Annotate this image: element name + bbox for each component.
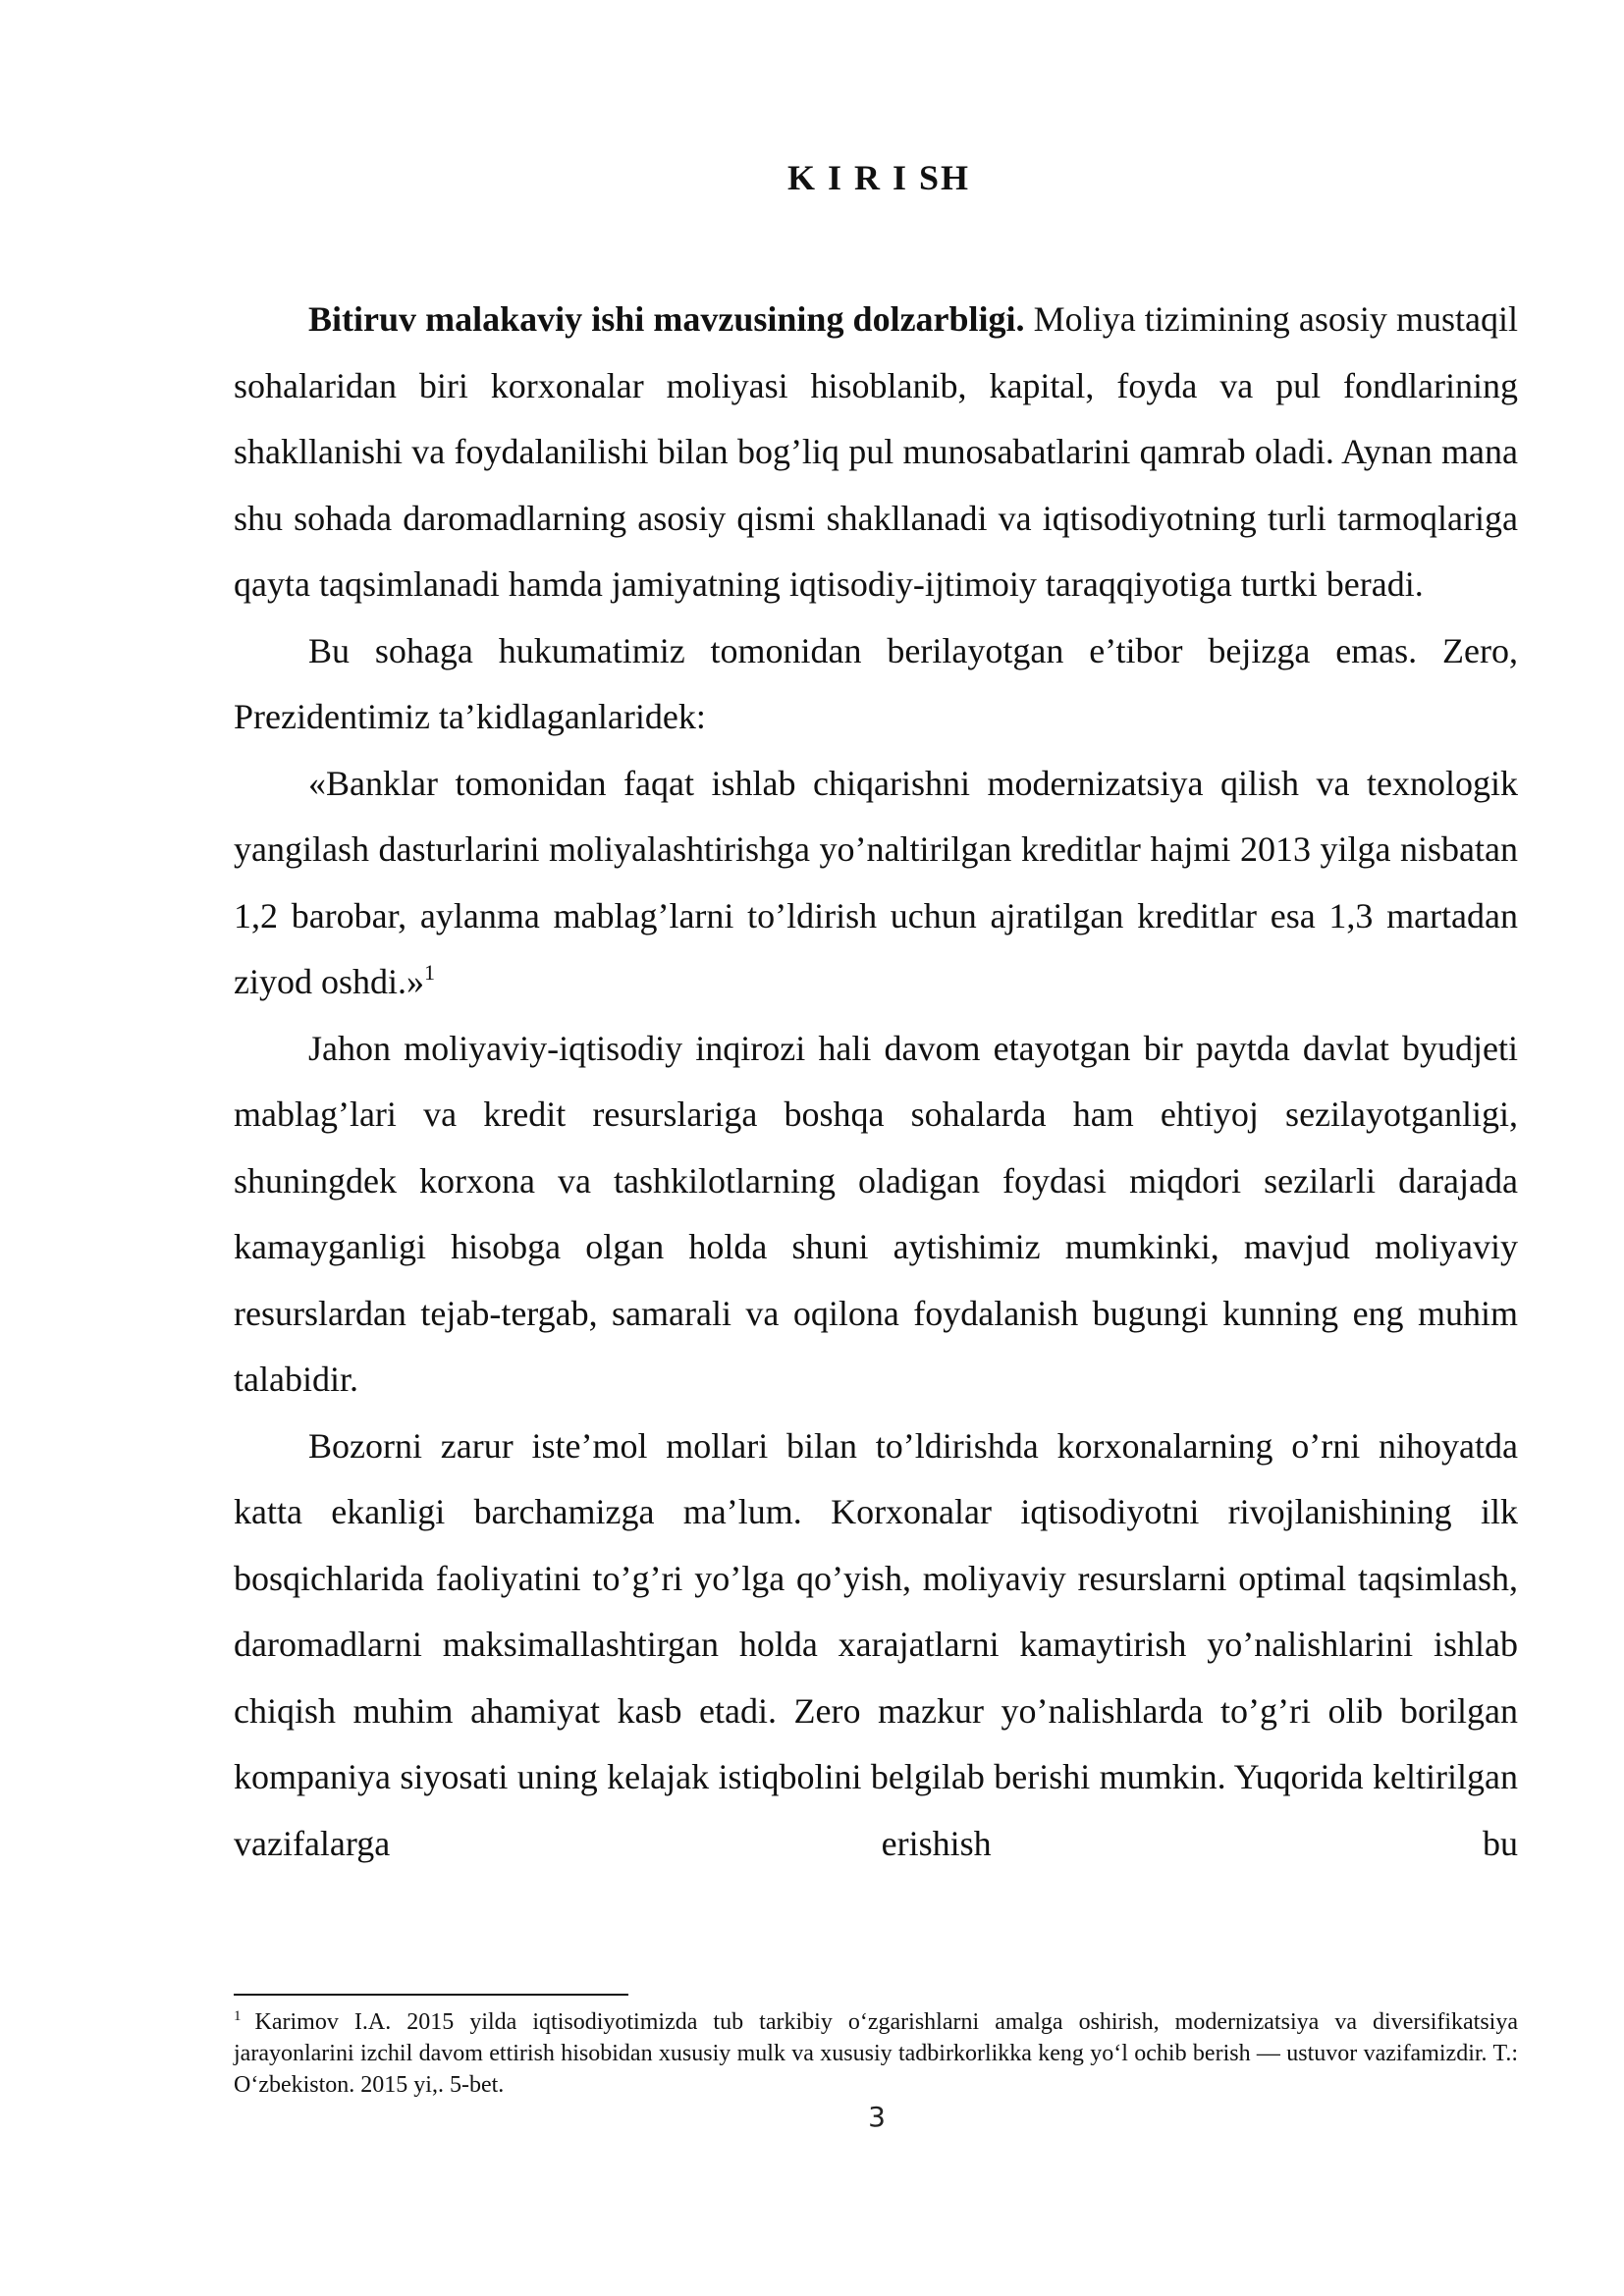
page-number: 3 bbox=[868, 2101, 886, 2133]
paragraph-5 bbox=[234, 1414, 1518, 1878]
footnote-number: 1 bbox=[234, 2008, 242, 2024]
body-text bbox=[234, 287, 1518, 1877]
footnote-separator bbox=[234, 1994, 628, 1996]
paragraph-text: Jahon moliyaviy-iqtisodiy inqirozi hali davom etayotgan bir paytda davlat byudjeti mablag’lari va kredit resurslariga boshqa sohalarda ham ehtiyoj sezilayotganligi, shuningdek korxona va tashkilotlarning oladigan foydasi miqdori sezilarli darajada kamayganligi hisobga olgan holda shuni aytishimiz mumkinki, mavjud moliyaviy resurslardan tejab-tergab, samarali va oqilona foydalanish bugungi kunning eng muhim talabidir. bbox=[234, 1028, 1518, 1399]
page-heading: K I R I SH bbox=[786, 158, 971, 197]
paragraph-3-quote bbox=[234, 751, 1518, 1016]
paragraph-1 bbox=[234, 287, 1518, 618]
footnote-text: Karimov I.A. 2015 yilda iqtisodiyotimizda tub tarkibiy o‘zgarishlarni amalga oshirish, modernizatsiya va diversifikatsiya jarayonlarini izchil davom ettirish hisobidan xususiy mulk va xususiy tadbirkorlikka keng yo‘l ochib berish — ustuvor vazifamizdir. T.: O‘zbekiston. 2015 yi,. 5-bet. bbox=[234, 2009, 1518, 2098]
footnote bbox=[234, 2006, 1518, 2101]
paragraph-2 bbox=[234, 618, 1518, 751]
footnote-reference: 1 bbox=[424, 960, 435, 985]
paragraph-text: Bu sohaga hukumatimiz tomonidan berilayotgan e’tibor bejizga emas. Zero, Prezidentimiz ta’kidlaganlaridek: bbox=[234, 630, 1518, 736]
paragraph-lead: Bitiruv malakaviy ishi mavzusining dolzarbligi. bbox=[308, 299, 1025, 339]
paragraph-4 bbox=[234, 1016, 1518, 1414]
paragraph-text: Bozorni zarur iste’mol mollari bilan to’ldirishda korxonalarning o’rni nihoyatda katta ekanligi barchamizga ma’lum. Korxonalar iqtisodiyotni rivojlanishining ilk bosqichlarida faoliyatini to’g’ri yo’lga qo’yish, moliyaviy resurslarni optimal taqsimlash, daromadlarni maksimallashtirgan holda xarajatlarni kamaytirish yo’nalishlarini ishlab chiqish muhim ahamiyat kasb etadi. Zero mazkur yo’nalishlarda to’g’ri olib borilgan kompaniya siyosati uning kelajak istiqbolini belgilab berishi mumkin. Yuqorida keltirilgan vazifalarga erishish bu bbox=[234, 1425, 1518, 1863]
paragraph-text: Moliya tizimining asosiy mustaqil sohalaridan biri korxonalar moliyasi hisoblanib, kapital, foyda va pul fondlarining shakllanishi va foydalanilishi bilan bog’liq pul munosabatlarini qamrab oladi. Aynan mana shu sohada daromadlarning asosiy qismi shakllanadi va iqtisodiyotning turli tarmoqlariga qayta taqsimlanadi hamda jamiyatning iqtisodiy-ijtimoiy taraqqiyotiga turtki beradi. bbox=[234, 299, 1518, 604]
paragraph-text: «Banklar tomonidan faqat ishlab chiqarishni modernizatsiya qilish va texnologik yangilash dasturlarini moliyalashtirishga yo’naltirilgan kreditlar hajmi 2013 yilga nisbatan 1,2 barobar, aylanma mablag’larni to’ldirish uchun ajratilgan kreditlar esa 1,3 martadan ziyod oshdi.» bbox=[234, 763, 1518, 1001]
